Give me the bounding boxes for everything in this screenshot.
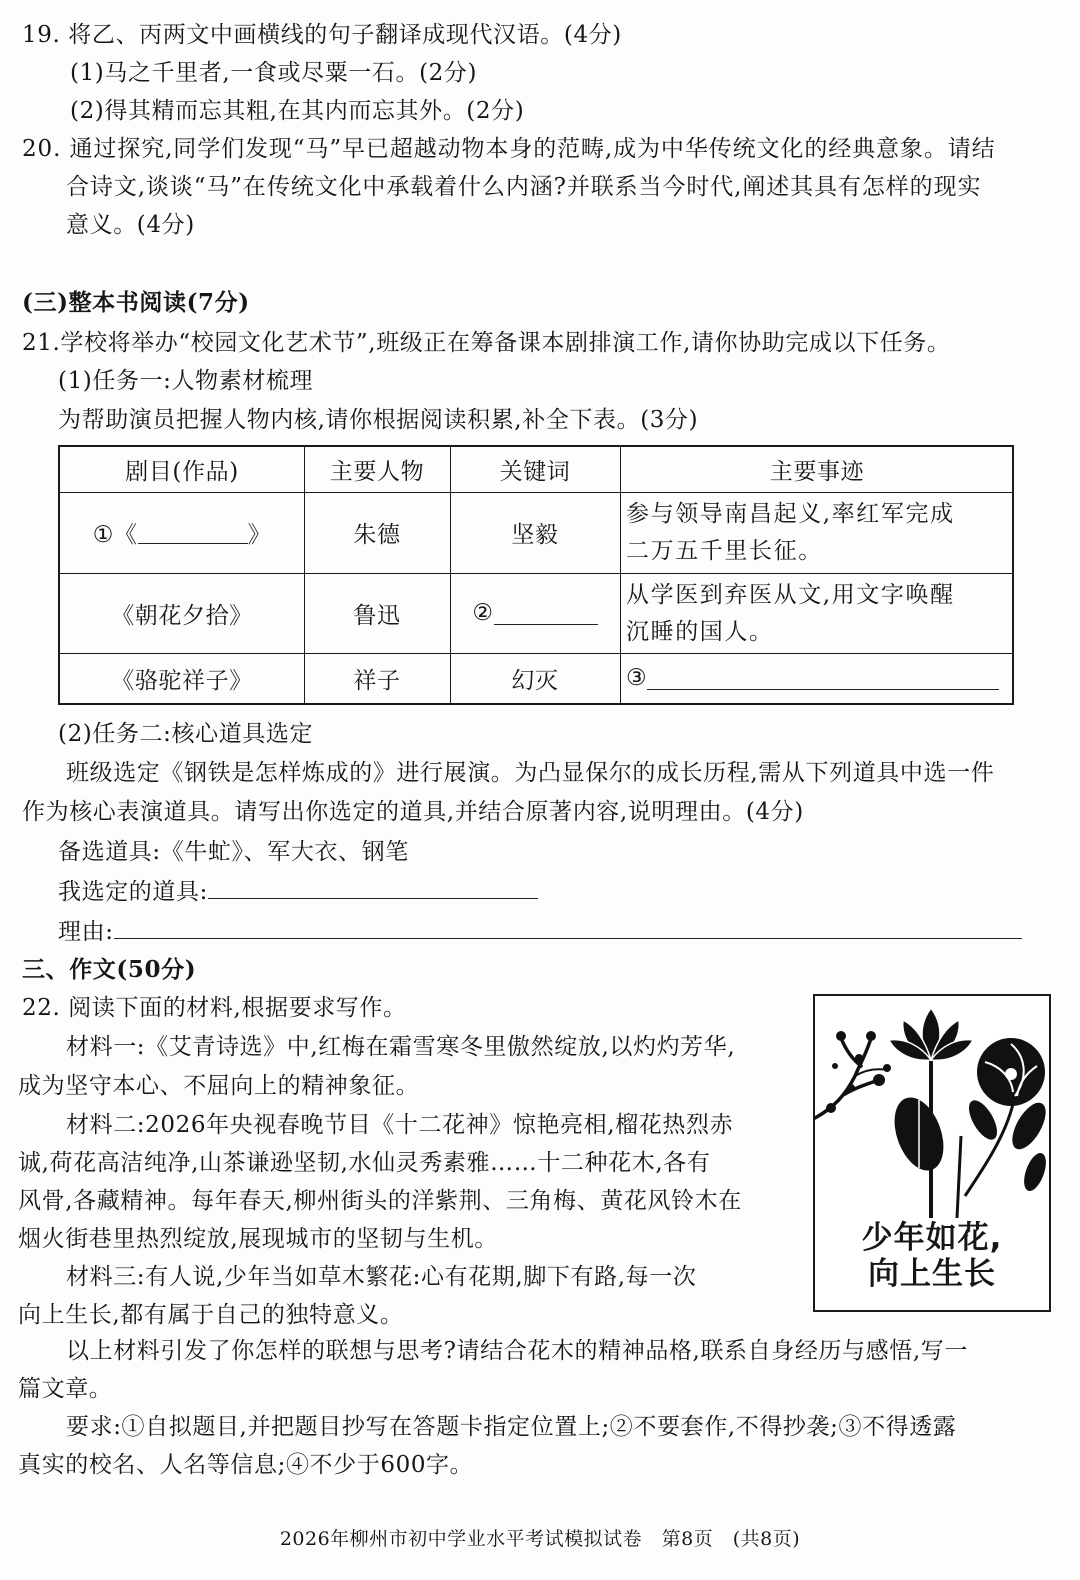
q22-material2-line3: 风骨,各藏精神。每年春天,柳州街头的洋紫荆、三角梅、黄花风铃木在 [18,1188,742,1214]
table-row1-keyword: 坚毅 [511,522,559,548]
q22-material1-line2: 成为坚守本心、不屈向上的精神象征。 [18,1073,420,1099]
deeds-marker: ③ [626,665,648,691]
camellia-flower-icon [977,1038,1045,1106]
q21-reason [58,916,1022,947]
q22-prompt-line1: 以上材料引发了你怎样的联想与思考?请结合花木的精神品格,联系自身经历与感悟,写一 [66,1338,968,1364]
slogan-line-2: 向上生长 [868,1256,996,1292]
reason-label: 理由: [58,919,114,945]
table-row3-deeds [626,653,999,703]
page-footer: 2026年柳州市初中学业水平考试模拟试卷 第8页 (共8页) [279,1528,801,1550]
q22-requirements-line2: 真实的校名、人名等信息;④不少于600字。 [18,1452,474,1478]
reason-blank[interactable] [114,916,1022,939]
q21-props: 备选道具:《牛虻》、军大衣、钢笔 [58,839,409,865]
table-row1-deeds-line1: 参与领导南昌起义,率红军完成 [626,501,955,527]
q22-material1-line1: 材料一:《艾青诗选》中,红梅在霜雪寒冬里傲然绽放,以灼灼芳华, [66,1034,736,1060]
q22-material2-line2: 诚,荷花高洁纯净,山茶谦逊坚韧,水仙灵秀素雅……十二种花木,各有 [18,1150,711,1176]
q20-line-3: 意义。(4分) [66,212,195,238]
q21-task2-title: (2)任务二:核心道具选定 [58,721,314,747]
q22-material2-line1: 材料二:2026年央视春晚节目《十二花神》惊艳亮相,榴花热烈赤 [66,1112,734,1138]
q21-task1-desc: 为帮助演员把握人物内核,请你根据阅读积累,补全下表。(3分) [58,407,699,433]
q20-line-2: 合诗文,谈谈“马”在传统文化中承载着什么内涵?并联系当今时代,阐述其具有怎样的现实 [66,174,982,200]
q22-prompt-line2: 篇文章。 [18,1376,113,1402]
q19-title: 19. 将乙、丙两文中画横线的句子翻译成现代汉语。(4分) [22,22,622,48]
q21-task1-title: (1)任务一:人物素材梳理 [58,368,314,394]
q22-material2-line4: 烟火街巷里热烈绽放,展现城市的坚韧与生机。 [18,1226,498,1252]
q21-intro: 21.学校将举办“校园文化艺术节”,班级正在筹备课本剧排演工作,请你协助完成以下任务。 [22,330,951,356]
deeds-answer-blank[interactable] [647,667,999,690]
q19-item-1: (1)马之千里者,一食或尽粟一石。(2分) [70,60,478,86]
table-row1-person: 朱德 [353,522,401,548]
flower-illustration [813,994,1051,1312]
lotus-stem-2 [957,1136,961,1218]
table-header-keyword: 关键词 [499,459,571,485]
table-header-deeds: 主要事迹 [769,459,865,485]
table-header-work: 剧目(作品) [125,459,239,485]
table-row2-work: 《朝花夕拾》 [111,602,253,629]
table-row1-deeds-line2: 二万五千里长征。 [626,538,823,564]
table-row1-work [60,492,304,573]
table-row2-person: 鲁迅 [353,602,401,629]
keyword-marker: ② [472,600,494,626]
slogan-line-1: 少年如花, [861,1220,1003,1256]
illustration-slogan [815,1220,1049,1292]
q22-material3-line2: 向上生长,都有属于自己的独特意义。 [18,1302,404,1328]
q21-task2-line-2: 作为核心表演道具。请写出你选定的道具,并结合原著内容,说明理由。(4分) [22,799,804,825]
work-suffix: 》 [247,522,272,548]
chosen-prop-blank[interactable] [208,876,538,899]
keyword-answer-blank[interactable] [494,602,598,625]
table-row3-keyword: 幻灭 [511,667,559,694]
table-header-person: 主要人物 [329,459,425,485]
table-row2-deeds-line2: 沉睡的国人。 [626,619,774,645]
q22-requirements-line1: 要求:①自拟题目,并把题目抄写在答题卡指定位置上;②不要套作,不得抄袭;③不得透露 [66,1414,957,1440]
q22-intro: 22. 阅读下面的材料,根据要求写作。 [22,995,407,1021]
q22-material3-line1: 材料三:有人说,少年当如草木繁花:心有花期,脚下有路,每一次 [66,1264,697,1290]
lotus-flower-icon [889,1008,973,1060]
table-row2-keyword [450,573,620,653]
character-table [58,445,1014,705]
flower-artwork [815,996,1048,1218]
work-answer-blank[interactable] [138,521,248,544]
chosen-prop-label: 我选定的道具: [58,879,208,905]
q21-chosen-prop [58,876,538,907]
table-row2-deeds-line1: 从学医到弃医从文,用文字唤醒 [626,582,955,608]
q21-task2-line-1: 班级选定《钢铁是怎样炼成的》进行展演。为凸显保尔的成长历程,需从下列道具中选一件 [66,760,995,786]
q20-line-1: 20. 通过探究,同学们发现“马”早已超越动物本身的范畴,成为中华传统文化的经典意象。请结 [22,136,996,162]
table-row3-person: 祥子 [353,667,401,694]
section-heading-writing: 三、作文(50分) [22,956,197,983]
q19-item-2: (2)得其精而忘其粗,在其内而忘其外。(2分) [70,98,525,124]
section-heading-whole-book: (三)整本书阅读(7分) [22,289,250,316]
table-row3-work: 《骆驼祥子》 [111,667,253,694]
work-prefix: ①《 [92,522,138,548]
